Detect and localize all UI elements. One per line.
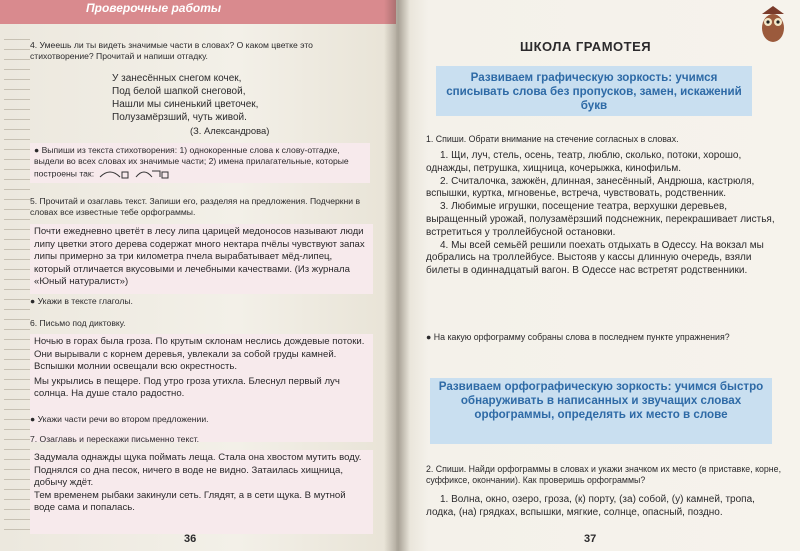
right-page [396, 0, 800, 551]
poem-line: Нашли мы синенький цветочек, [112, 99, 259, 110]
exercise-5-note: ● Укажи в тексте глаголы. [30, 296, 133, 306]
poem-line: Под белой шапкой снеговой, [112, 86, 246, 97]
exercise-1-items [426, 150, 786, 278]
subtitle-graphic-vigilance: Развиваем графическую зоркость: учимся списывать слова без пропусков, замен, искажений букв [446, 71, 742, 112]
exercise-4-note [30, 143, 370, 183]
exercise-2-text: 1. Волна, окно, озеро, гроза, (к) порту, (за) собой, (у) камней, тропа, лодка, (на) грядках, вспышки, мягкие, солнце, опасный, поздно. [426, 494, 755, 518]
page-number: 36 [184, 533, 197, 545]
exercise-1-item: 4. Мы всей семьёй решили поехать отдыхать в Одессу. На вокзал мы добрались на троллейбусе. Выстояв у кассы длинную очередь, взяли билеты в одиннадцатый вагон. В Одессе нас встретят родственники. [426, 239, 764, 277]
header-band [0, 0, 396, 24]
poem-line: Полузамёрзший, чуть живой. [112, 112, 247, 123]
exercise-6-paragraph: Мы укрылись в пещере. Под утро гроза утихла. Блеснул первый луч солнца. На душе стало радостно. [34, 375, 340, 399]
left-page [0, 0, 396, 551]
poem-line: У занесённых снегом кочек, [112, 73, 242, 84]
exercise-2-task: 2. Спиши. Найди орфограммы в словах и укажи значком их место (в приставке, корне, суффиксе, окончании). Как проверишь орфограммы? [426, 464, 782, 485]
exercise-1-task: 1. Спиши. Обрати внимание на стечение согласных в словах. [426, 134, 679, 144]
page-header: Проверочные работы [86, 1, 222, 15]
ruled-margin [4, 30, 30, 530]
exercise-7-text: Задумала однажды щука поймать леща. Стала она хвостом мутить воду. Поднялся со дна песок, ничего в воде не видно. Затаилась хищница, добычу ждёт. Тем временем рыбаки закинули сеть. Глядят, а в сети щука. В мутной воде сама и попалась. [30, 450, 373, 534]
section-title: ШКОЛА ГРАМОТЕЯ [520, 39, 652, 54]
exercise-7-task: 7. Озаглавь и перескажи письменно текст. [30, 434, 199, 444]
exercise-5-text: Почти ежедневно цветёт в лесу липа царицей медоносов называют люди липу цветки этого дерева содержат много нектара пчёлы чувствуют запах липы примерно за три километра пчела вырабатывает мёд-липец, который отличается вкусовыми и лечебными качествами. (Из журнала «Юный натуралист») [30, 224, 373, 294]
exercise-1-note: ● На какую орфограмму собраны слова в последнем пункте упражнения? [426, 332, 730, 342]
exercise-1-item: 3. Любимые игрушки, посещение театра, верхушки деревьев, выращенный урожай, полузамёрзший подснежник, перекрашивает листья, встретиться у троллейбусной остановки. [426, 201, 775, 238]
exercise-6-paragraph: Ночью в горах была гроза. По крутым склонам неслись дождевые потоки. Они вырывали с корнем деревья, увлекали за собой груды камней. Вспышки молнии освещали всю окрестность. [34, 336, 365, 372]
poem [112, 72, 258, 124]
subtitle-spelling-vigilance: Развиваем орфографическую зоркость: учимся быстро обнаруживать в написанных и звучащих словах орфограммы, определять их место в слове [438, 380, 764, 421]
exercise-6-note: ● Укажи части речи во втором предложении. [30, 414, 209, 424]
poem-author: (З. Александрова) [190, 125, 270, 136]
book-gutter [384, 0, 410, 551]
exercise-5-task: 5. Прочитай и озаглавь текст. Запиши его, разделяя на предложения. Подчеркни в словах все известные тебе орфограммы. [30, 196, 361, 217]
exercise-4-note-text: ● Выпиши из текста стихотворения: 1) однокоренные слова к слову-отгадке, выдели во всех словах их значимые части; 2) имена прилагательные, которые построены так: [34, 145, 349, 179]
exercise-1-item: 1. Щи, луч, стель, осень, театр, люблю, сколько, потоки, хорошо, однажды, петрушка, хищница, кочерыжка, кинофильм. [426, 150, 742, 174]
exercise-1-item: 2. Считалочка, зажжён, длинная, занесённый, Андрюша, кастрюля, вспышки, куртка, мгновенье, встреча, чувствовать, родственник. [426, 175, 755, 200]
exercise-6-task: 6. Письмо под диктовку. [30, 318, 126, 328]
word-scheme-icon [96, 167, 176, 181]
page-number: 37 [584, 533, 597, 545]
exercise-4-task: 4. Умеешь ли ты видеть значимые части в словах? О каком цветке это стихотворение? Прочитай и напиши отгадку. [30, 40, 313, 61]
exercise-6-text [30, 334, 373, 442]
owl-mascot-icon [758, 4, 788, 44]
